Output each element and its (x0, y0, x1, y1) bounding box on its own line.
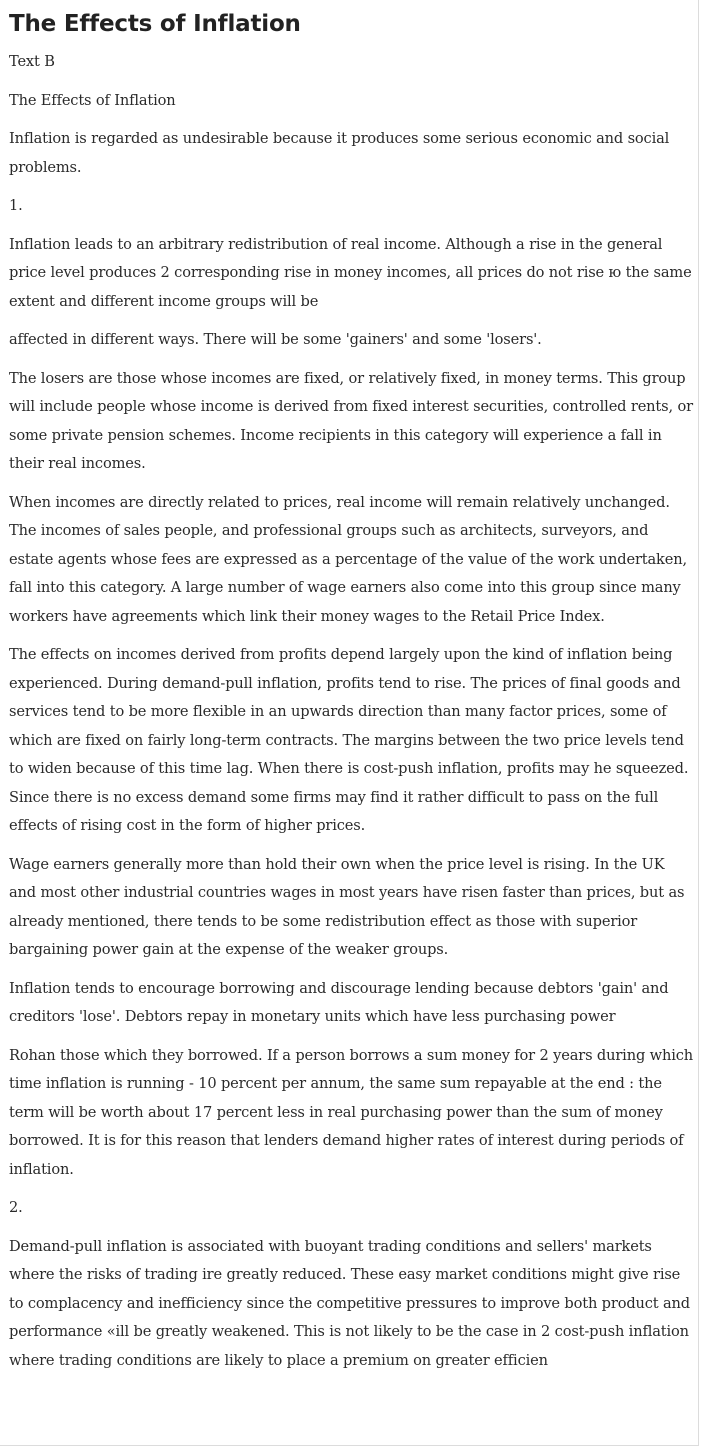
paragraph-wage-earners: Wage earners generally more than hold their own when the price level is rising. In the UK and most other industrial countries wages in most years have risen faster than prices, but as already mentioned, there tends to be some redistribution effect as those with superior bargaining power gain at the expense of the weaker groups. (9, 855, 685, 958)
paragraph-profits: The effects on incomes derived from profits depend largely upon the kind of inflation being experienced. During demand-pull inflation, profits tend to rise. The prices of final goods and services tend to be more flexible in an upwards direction than many factor prices, some of which are fixed on fairly long-term contracts. The margins between the two price levels tend to widen because of this time lag. When there is cost-push inflation, profits may he squeezed. Since there is no excess demand some firms may find it rather difficult to pass on the full effects of rising cost in the form of higher prices. (9, 646, 689, 834)
section-heading: The Effects of Inflation (9, 91, 176, 109)
document-body (9, 0, 694, 1375)
section-number-2: 2. (9, 1199, 23, 1216)
paragraph-debt-example: Rohan those which they borrowed. If a person borrows a sum money for 2 years during which time inflation is running - 10 percent per annum, the same sum repayable at the end : the term will be worth about 17 percent less in real purchasing power than the sum of money borrowed. It is for this reason that lenders demand higher rates of interest during periods of inflation. (9, 1046, 694, 1178)
paragraph-related-incomes: When incomes are directly related to prices, real income will remain relatively unchanged. The incomes of sales people, and professional groups such as architects, surveyors, and estate agents whose fees are expressed as a percentage of the value of the work undertaken, fall into this category. A large number of wage earners also come into this group since many workers have agreements which link their money wages to the Retail Price Index. (9, 493, 687, 625)
page-title: The Effects of Inflation (9, 11, 301, 37)
paragraph-redistribution: Inflation leads to an arbitrary redistribution of real income. Although a rise in the general price level produces 2 corresponding rise in money incomes, all prices do not rise ю the same extent and different income groups will be (9, 235, 692, 310)
paragraph-intro: Inflation is regarded as undesirable because it produces some serious economic and social problems. (9, 130, 670, 176)
section-number-1: 1. (9, 197, 23, 214)
paragraph-demand-pull: Demand-pull inflation is associated with buoyant trading conditions and sellers' markets where the risks of trading ire greatly reduced. These easy market conditions might give rise to complacency and inefficiency since the competitive pressures to improve both product and performance «ill be greatly weakened. This is not likely to be the case in 2 cost-push inflation where trading conditions are likely to place a premium on greater efficien (9, 1237, 690, 1369)
paragraph-gainers-losers: affected in different ways. There will be some 'gainers' and some 'losers'. (9, 331, 542, 348)
paragraph-borrowing: Inflation tends to encourage borrowing and discourage lending because debtors 'gain' and creditors 'lose'. Debtors repay in monetary units which have less purchasing power (9, 979, 669, 1025)
text-label: Text B (9, 53, 55, 70)
paragraph-losers: The losers are those whose incomes are fixed, or relatively fixed, in money terms. This group will include people whose income is derived from fixed interest securities, controlled rents, or some private pension schemes. Income recipients in this category will experience a fall in their real incomes. (9, 369, 693, 472)
